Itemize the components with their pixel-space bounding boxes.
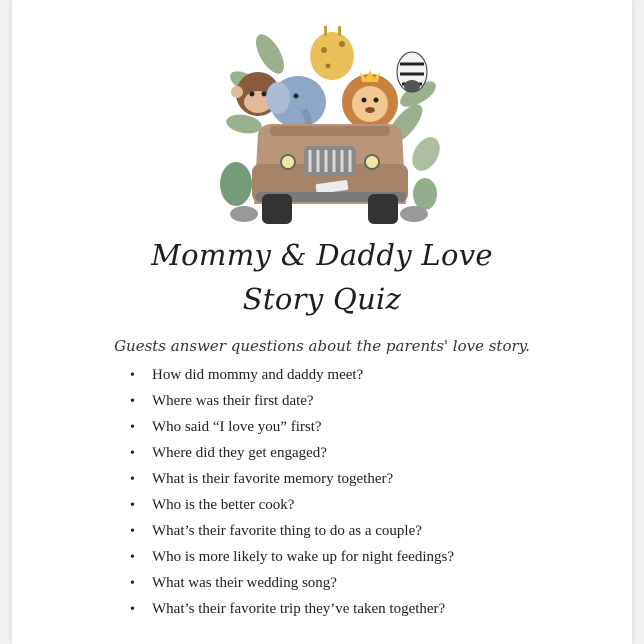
question-item [130,521,454,547]
question-text: What’s their favorite trip they’ve taken together? [152,601,446,617]
bullet-icon: • [130,472,135,487]
question-text: Where was their first date? [152,393,314,409]
bullet-icon: • [130,576,135,591]
question-text: What was their wedding song? [152,575,337,591]
question-item [130,547,454,573]
lion [342,70,398,130]
question-item [130,417,454,443]
bullet-icon: • [130,498,135,513]
bullet-icon: • [130,524,135,539]
bullet-icon: • [130,550,135,565]
bullet-icon: • [130,394,135,409]
question-text: Who said “I love you” first? [152,419,322,435]
safari-jeep-illustration [200,14,460,232]
title-line-2: Story Quiz [242,282,402,316]
zebra [397,52,427,92]
question-item [130,495,454,521]
question-text: Who is more likely to wake up for night feedings? [152,549,455,565]
bullet-icon: • [130,368,135,383]
question-text: What’s their favorite thing to do as a couple? [152,523,422,539]
question-item [130,469,454,495]
question-item [130,573,454,599]
bullet-icon: • [130,602,135,617]
question-text: How did mommy and daddy meet? [152,367,364,383]
bullet-icon: • [130,420,135,435]
elephant [266,76,326,132]
question-text: Who is the better cook? [152,497,295,513]
question-item [130,391,454,417]
question-text: Where did they get engaged? [152,445,327,461]
jeep [230,124,428,224]
question-item [130,443,454,469]
giraffe [310,26,354,80]
question-list [130,365,454,625]
question-text: What is their favorite memory together? [152,471,394,487]
subtitle: Guests answer questions about the parents' love story. [114,337,530,355]
question-item [130,365,454,391]
quiz-card [12,0,632,644]
title-line-1: Mommy & Daddy Love [151,238,493,272]
question-item [130,599,454,625]
bullet-icon: • [130,446,135,461]
